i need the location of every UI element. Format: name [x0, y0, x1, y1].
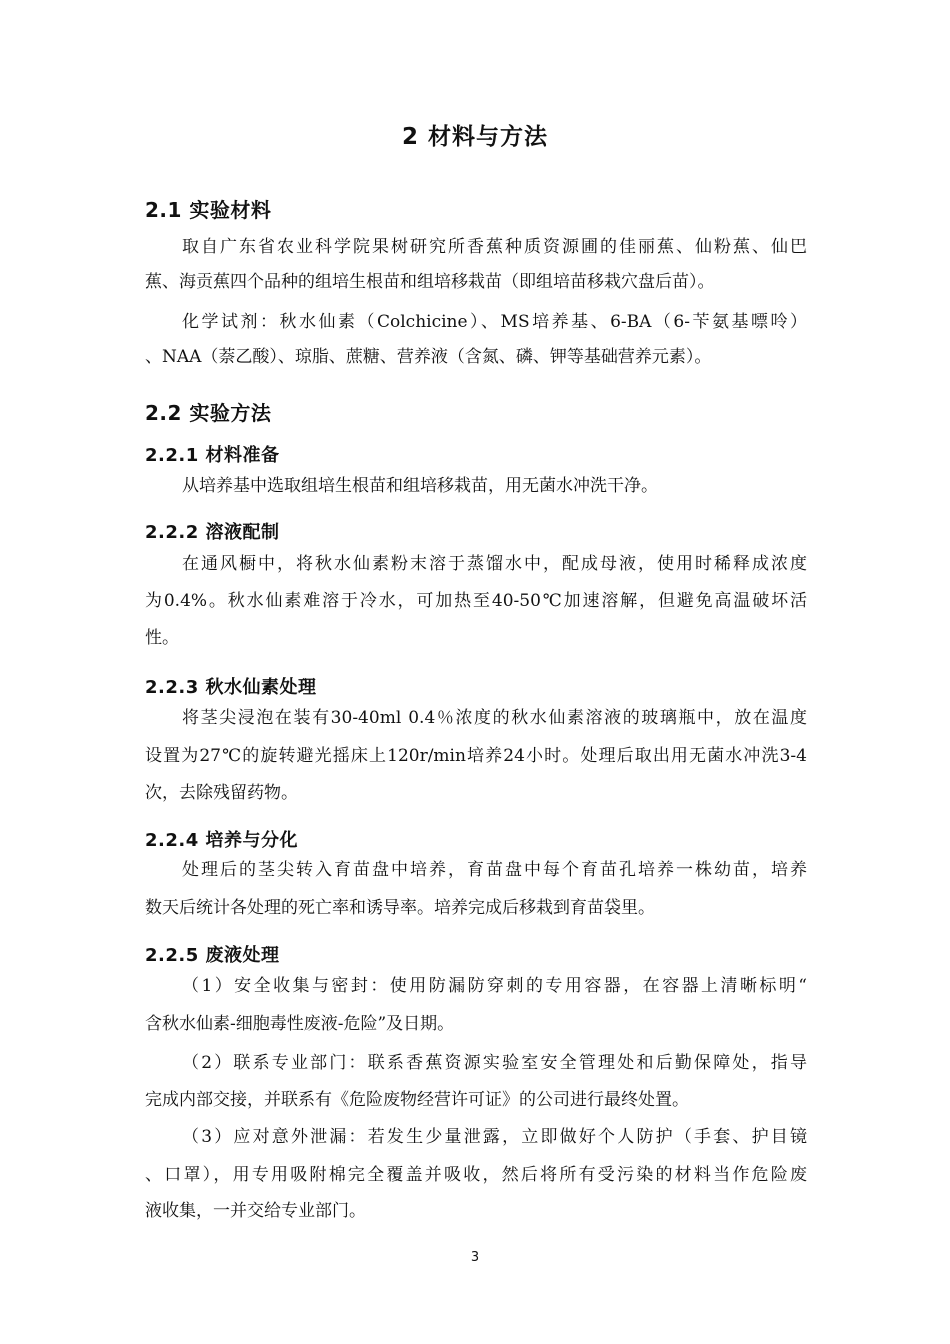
paragraph-line: 化学试剂：秋水仙素（Colchicine）、MS培养基、6-BA（6-苄氨基嘌呤） — [182, 312, 807, 332]
heading-2-2-2: 2.2.2 溶液配制 — [145, 522, 280, 543]
heading-2-2-1: 2.2.1 材料准备 — [145, 445, 280, 466]
paragraph-line: 完成内部交接，并联系有《危险废物经营许可证》的公司进行最终处置。 — [145, 1090, 689, 1110]
paragraph-line: （3）应对意外泄漏：若发生少量泄露，立即做好个人防护（手套、护目镜 — [182, 1127, 807, 1147]
paragraph-line: （1）安全收集与密封：使用防漏防穿刺的专用容器，在容器上清晰标明“ — [182, 976, 807, 996]
heading-2-2: 2.2 实验方法 — [145, 401, 272, 425]
paragraph-line: 数天后统计各处理的死亡率和诱导率。培养完成后移栽到育苗袋里。 — [145, 898, 655, 918]
paragraph-line: 为0.4%。秋水仙素难溶于冷水，可加热至40-50℃加速溶解，但避免高温破坏活 — [145, 591, 807, 611]
paragraph-line: 性。 — [145, 628, 179, 648]
heading-2-2-3: 2.2.3 秋水仙素处理 — [145, 677, 317, 698]
paragraph-line: 取自广东省农业科学院果树研究所香蕉种质资源圃的佳丽蕉、仙粉蕉、仙巴 — [182, 237, 807, 257]
heading-2-1: 2.1 实验材料 — [145, 198, 272, 222]
heading-2-2-4: 2.2.4 培养与分化 — [145, 830, 299, 851]
page-number: 3 — [470, 1250, 480, 1265]
paragraph-line: 设置为27℃的旋转避光摇床上120r/min培养24小时。处理后取出用无菌水冲洗3-4 — [145, 746, 807, 766]
paragraph-line: 次，去除残留药物。 — [145, 783, 298, 803]
paragraph-line: 、口罩），用专用吸附棉完全覆盖并吸收，然后将所有受污染的材料当作危险废 — [145, 1165, 807, 1185]
section-title: 2 材料与方法 — [401, 124, 548, 150]
paragraph-line: 、NAA（萘乙酸）、琼脂、蔗糖、营养液（含氮、磷、钾等基础营养元素）。 — [145, 347, 712, 367]
heading-2-2-5: 2.2.5 废液处理 — [145, 945, 280, 966]
paragraph-line: 将茎尖浸泡在装有30-40ml 0.4％浓度的秋水仙素溶液的玻璃瓶中，放在温度 — [182, 708, 807, 728]
paragraph-line: 处理后的茎尖转入育苗盘中培养，育苗盘中每个育苗孔培养一株幼苗，培养 — [182, 860, 807, 880]
paragraph-line: （2）联系专业部门：联系香蕉资源实验室安全管理处和后勤保障处，指导 — [182, 1053, 807, 1073]
paragraph-line: 蕉、海贡蕉四个品种的组培生根苗和组培移栽苗（即组培苗移栽穴盘后苗）。 — [145, 272, 715, 292]
paragraph-line: 从培养基中选取组培生根苗和组培移栽苗，用无菌水冲洗干净。 — [182, 476, 658, 496]
paragraph-line: 液收集，一并交给专业部门。 — [145, 1201, 366, 1221]
paragraph-line: 在通风橱中，将秋水仙素粉末溶于蒸馏水中，配成母液，使用时稀释成浓度 — [182, 554, 807, 574]
paragraph-line: 含秋水仙素-细胞毒性废液-危险”及日期。 — [145, 1014, 455, 1034]
